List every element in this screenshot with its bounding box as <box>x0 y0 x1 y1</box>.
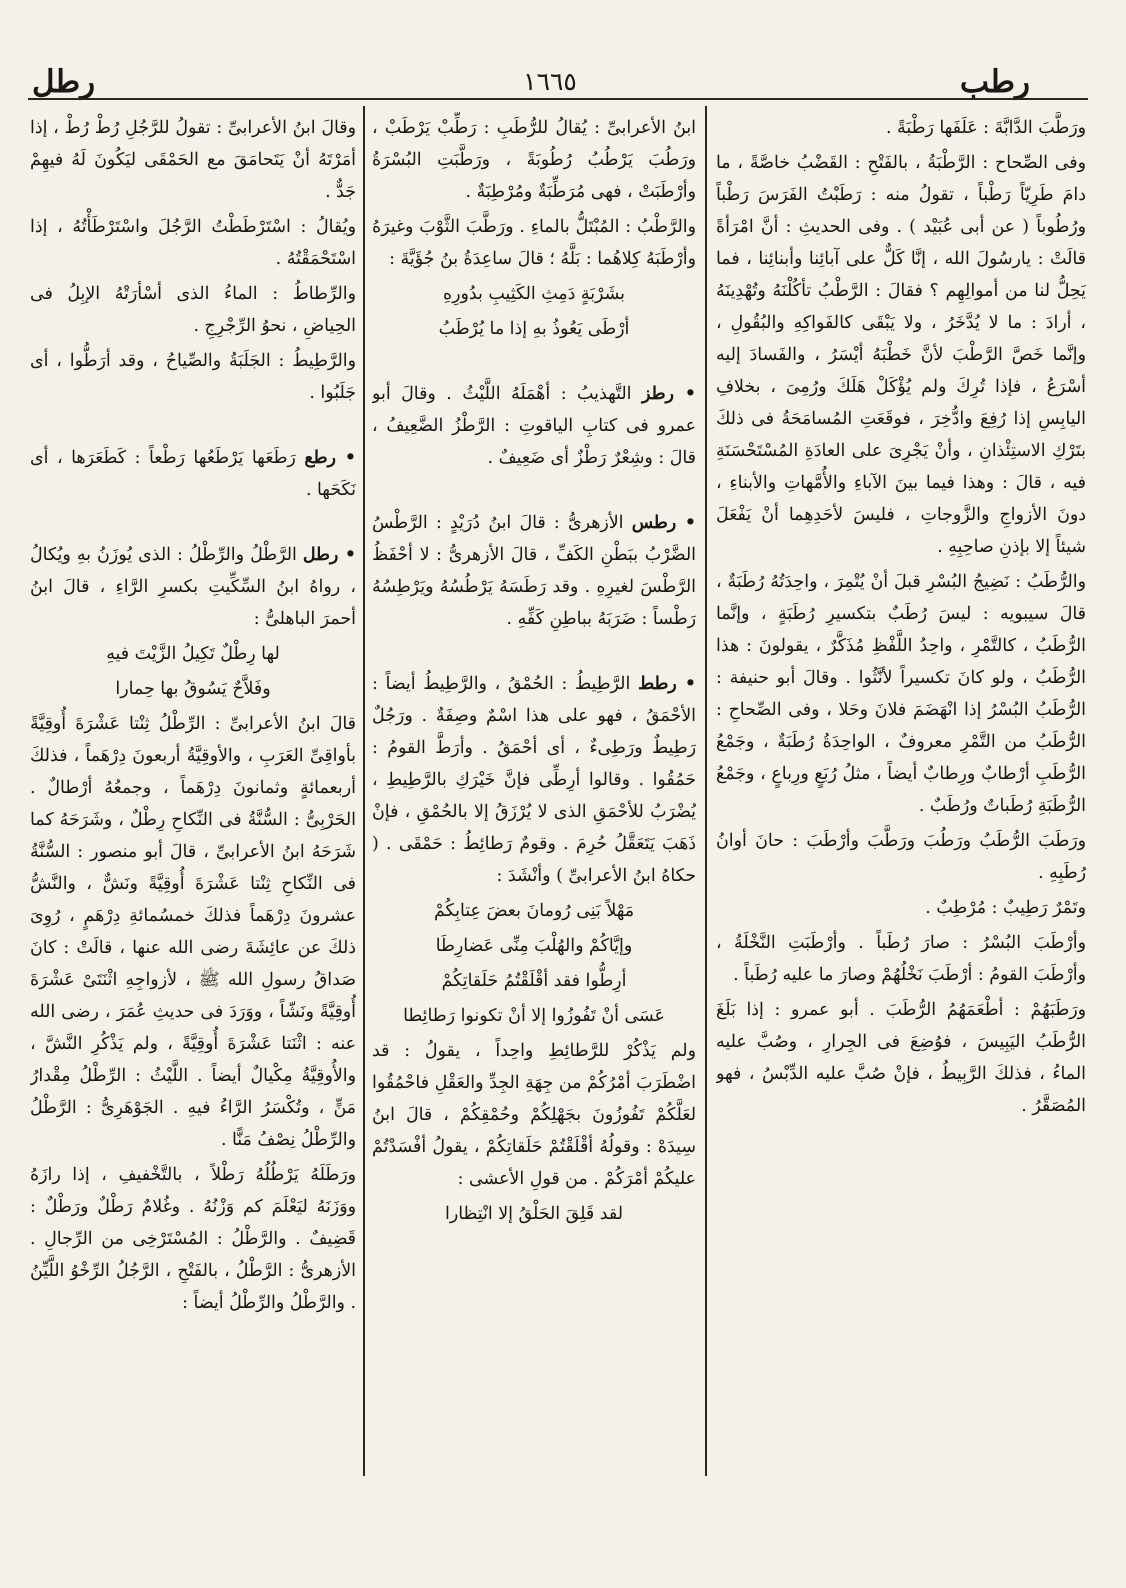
entry-headword: • رطز <box>642 384 696 404</box>
entry-text: الرَّطْلُ والرِّطْلُ : الذى يُوزَنُ بهِ ويُكالُ ، رواهُ ابنُ السِّكِّيتِ بكسرِ الرَّاءِ ، قالَ ابنُ أحمرَ الباهلىُّ : <box>30 545 356 629</box>
column-divider-right <box>705 106 707 1476</box>
entry-text: رَطَعَها يَرْطَعُها رَطْعاً : كَطَعَرَها ، أى نَكَحَها . <box>30 448 356 500</box>
entry-ratl <box>30 539 356 635</box>
paragraph: ويُقالُ : اسْتَرْطَطْتُ الرَّجُلَ واسْتَرْطَأْتُهُ ، إذا اسْتَحْمَقْتُهُ . <box>30 217 356 269</box>
paragraph: ورَطَبَهُمْ : أطْعَمَهُمُ الرُّطَبَ . أبو عمرو : إذا بَلَغَ الرُّطَبُ اليَبِيسَ ، فوُضِعَ فى الجِرارِ ، وصُبَّ عليه الماءُ ، فذلكَ الرَّبِيطُ ، فإنْ صُبَّ عليه الدِّبْسُ ، فهو المُصَقَّرُ . <box>716 1000 1086 1116</box>
verse-line: مَهْلاً بَنِى رُومانَ بعضَ عِتابِكُمْ <box>433 901 635 921</box>
verse-line: وفَلاَّحٌ يَسُوقُ بها حِمارا <box>115 679 271 699</box>
verse-line: لها رِطْلٌ تَكِيلُ الزَّيْتَ فيهِ <box>106 644 280 664</box>
running-head-right: رطب <box>959 64 1030 100</box>
paragraph: ورَطَبَ الرُّطَبُ ورَطُبَ ورَطَّبَ وأرْطَبَ : حانَ أوانُ رُطَبِهِ . <box>716 831 1086 883</box>
entry-headword: • رطل <box>302 545 356 565</box>
page-header <box>0 60 1126 110</box>
paragraph: والرَّطْبُ : المُبْتَلُّ بالماءِ . ورَطَّبَ الثَّوْبَ وغيرَهُ وأرْطَبَهُ كِلاهُما : بَلَّهُ ؛ قالَ ساعِدَةُ بنُ جُؤَيَّةَ : <box>372 217 696 269</box>
entry-text: الرَّطِيطُ : الحُمْقُ ، والرَّطِيطُ أيضاً : الأحْمَقُ ، فهو على هذا اسْمٌ وصِفَةٌ . ورَجُلٌ رَطِيطٌ ورَطِىءٌ ، أى أحْمَقُ . وأرَطَّ القومُ : حَمُقُوا . وقالوا أرِطِّى فإنَّ خَيْرَكِ بالرَّطِيطِ ، يُضْرَبُ للأحْمَقِ الذى لا يُرْزَقُ إلا بالحُمْقِ ، فإنْ ذَهَبَ يَتَعَقَّلُ حُرِمَ . وقومٌ رَطائِطُ : حَمْقَى . ( حكاهُ ابنُ الأعرابىِّ ) وأنْشَدَ : <box>372 674 696 886</box>
column-divider-left <box>363 106 365 1476</box>
paragraph: وتَمْرٌ رَطِيبٌ : مُرْطِبٌ . <box>925 898 1086 918</box>
entry-headword: • رطع <box>304 448 356 468</box>
verse-line: أرْطَى يَعُوذُ بهِ إذا ما يُرْطَبُ <box>438 319 630 339</box>
entry-ratz <box>372 378 696 474</box>
paragraph: ولم يَذْكُرْ للرَّطائِطِ واحِداً ، يقولُ : قد اضْطَرَبَ أمْرُكُمْ من جِهَةِ الجِدِّ والعَقْلِ فاحْمُقُوا لعَلَّكُمْ تَفُوزُونَ بجَهْلِكُمْ وحُمْقِكُمْ ، قالَ ابنُ سِيدَهْ : وقولُهُ أقْلَقْتُمْ حَلَقاتِكُمْ ، يقولُ أفْسَدْتُمْ عليكُمْ أمْرَكُمْ . من قولِ الأعشى : <box>372 1041 696 1189</box>
entry-ratt <box>372 668 696 892</box>
column-middle <box>372 112 696 1482</box>
paragraph: وقالَ ابنُ الأعرابىِّ : تقولُ للرَّجُلِ رُطْ رُطْ ، إذا أمَرْتَهُ أنْ يَتَحامَقَ مع الحَمْقَى ليَكُونَ لَهُ فيهِمْ جَدٌّ . <box>30 118 356 202</box>
paragraph: ورَطَلَهُ يَرْطُلُهُ رَطْلاً ، بالتَّخْفيفِ ، إذا رازَهُ ووَزَنَهُ ليَعْلَمَ كم وَزْنُهُ . وغُلامٌ رَطْلٌ ورَطْلٌ : قَضِيفٌ . والرَّطْلُ : المُسْتَرْخِى من الرِّجالِ . الأزهرىُّ : الرَّطْلُ ، بالفَتْحِ ، الرَّجُلُ الرِّخْوُ اللَّيِّنُ . والرَّطْلُ والرِّطْلُ أيضاً : <box>30 1165 356 1313</box>
entry-headword: • رطس <box>631 513 696 533</box>
paragraph: قالَ ابنُ الأعرابىِّ : الرِّطْلُ ثِنْتا عَشْرَةَ أُوقِيَّةً بأواقِىِّ العَرَبِ ، والأوقِيَّةُ أربعونَ دِرْهَماً ، فذلكَ أربعمائةٍ وثمانونَ دِرْهَماً ، وجمعُهُ أرْطالٌ . الحَرْبِىُّ : السُّنَّةُ فى النِّكاحِ رِطْلٌ ، وشَرَحَهُ كما شَرَحَهُ ابنُ الأعرابىِّ ، قالَ أبو منصور : السُّنَّةُ فى النِّكاحِ ثِنْتا عَشْرَةَ أُوقِيَّةً ونَشٌّ ، والنَّشُّ عشرونَ دِرْهَماً فذلكَ خمسُمائةِ دِرْهَمٍ ، رُوِىَ ذلكَ عن عائِشَةَ رضى الله عنها ، قالَتْ : كانَ صَداقُ رسولِ الله ﷺ ، لأزواجِهِ اثْنَتَىْ عَشْرَةَ أُوقِيَّةً ونَشّاً ، ووَرَدَ فى حديثِ عُمَرَ ، رضى الله عنه : اثْنَتا عَشْرَةَ أُوقِيَّةً ، ولم يَذْكُرِ النَّشَّ ، والأُوقِيَّةُ مِكْيالٌ أيضاً . اللَّيْثُ : الرِّطْلُ مِقْدارُ مَنٍّ ، وتُكْسَرُ الرَّاءُ فيهِ . الجَوْهَرِىُّ : الرَّطْلُ والرِّطْلُ نِصْفُ مَنًّا . <box>30 714 356 1150</box>
page-number: ١٦٦٥ <box>523 67 577 96</box>
verse-line: وإيَّاكُمْ والهُلْبَ مِنِّى عَضارِطَا <box>435 936 633 956</box>
entry-rats <box>372 507 696 635</box>
column-right <box>716 112 1086 1482</box>
paragraph: ورَطَّبَ الدَّابَّةَ : عَلَفَها رَطْبَةً . <box>885 118 1086 138</box>
entry-text: التَّهذيبُ : أهْمَلَهُ اللَّيْثُ . وقالَ أبو عمرو فى كتابِ الياقوتِ : الرَّطْزُ الضَّعِيفُ ، قالَ : وشِعْرٌ رَطْزٌ أى ضَعِيفٌ . <box>372 384 696 468</box>
paragraph: ابنُ الأعرابىِّ : يُقالُ للرُّطَبِ : رَطِّبْ يَرْطَبْ ، ورَطُبَ يَرْطُبُ رُطُوبَةً ، ورَطَّبَتِ البُسْرَةُ وأرْطَبَتْ ، فهى مُرَطِّبَةٌ ومُرْطِبَةٌ . <box>372 118 696 202</box>
verse-line: أرِطُّوا فقد أقْلَقْتُمُ حَلَقاتِكُمْ <box>441 971 627 991</box>
paragraph: وفى الصِّحاح : الرَّطْبَةُ ، بالفَتْحِ : القَضْبُ خاصَّةً ، ما دامَ طَرِيّاً رَطْباً ، تقولُ منه : رَطَبْتُ الفَرَسَ رَطْباً ورُطُوباً ( عن أبى عُبَيْد ) . وفى الحديثِ : أنَّ امْرَأةً قالَتْ : يارسُولَ الله ، إنَّا كَلٌّ على آبائِنا وأبنائِنا ، فما يَحِلُّ لنا من أموالِهِم ؟ فقالَ : الرَّطْبُ تأكُلْنَهُ وتُهْدِينَهُ ، أرادَ : ما لا يُدَّخَرُ ، ولا يَبْقَى كالفَواكِهِ والبُقُولِ ، وإنَّما خَصَّ الرَّطْبَ لأنَّ خَطْبَهُ أيْسَرُ ، والفَسادَ إليه أسْرَعُ ، فإذا تُرِكَ ولم يُؤْكَلْ هَلَكَ ورُمِىَ ، بخلافِ اليابِسِ إذا رُفِعَ وادُّخِرَ ، فوقَعَتِ المُسامَحَةُ فى ذلكَ بتَرْكِ الاستِئْذانِ ، وأنْ يَجْرِىَ على العادَةِ المُسْتَحْسَنَةِ فيه ، قالَ : وهذا فيما بينَ الآباءِ والأُمَّهاتِ والأبناءِ ، دونَ الأزواجِ والزَّوجاتِ ، فليسَ لأحَدِهِما أنْ يَفْعَلَ شيئاً إلا بإذنِ صاحِبِهِ . <box>716 153 1086 557</box>
header-rule <box>28 98 1088 100</box>
paragraph: والرُّطَبُ : نَضِيجُ البُسْرِ قبلَ أنْ يُتْمِرَ ، واحِدَتُهُ رُطَبَةٌ ، قالَ سيبويه : ليسَ رُطَبٌ بتكسيرِ رُطَبَةٍ ، وإنَّما الرُّطَبُ ، كالتَّمْرِ ، واحِدُ اللَّفْظِ مُذَكَّرٌ ، يقولونَ : هذا الرُّطَبُ ، ولو كانَ تكسيراً لأنَّثُوا . وقالَ أبو حنيفة : الرُّطَبُ البُسْرُ إذا انْهَضَمَ فلانَ وحَلا ، وفى الصِّحاحِ : الرُّطَبُ من التَّمْرِ معروفٌ ، الواحِدَةُ رُطَبَةٌ ، وجَمْعُ الرُّطَبِ أرْطابٌ ورِطابٌ أيضاً ، مثلُ رُبَعٍ ورِباعٍ ، وجَمْعُ الرُّطَبَةِ رُطَباتٌ ورُطَبٌ . <box>716 572 1086 816</box>
paragraph: والرَّطِيطُ : الجَلَبَةُ والصِّياحُ ، وقد أرَطُّوا ، أى جَلَبُوا . <box>30 351 356 403</box>
entry-headword: • رطط <box>637 674 696 694</box>
running-head-left: رطل <box>32 64 96 100</box>
paragraph: والرِّطاطُ : الماءُ الذى أسْأرَتْهُ الإبِلُ فى الحِياضِ ، نحوُ الرِّجْرِجِ . <box>30 284 356 336</box>
column-left <box>30 112 356 1482</box>
entry-rata <box>30 442 356 506</box>
verse-line: بشَرْبَةٍ دَمِثِ الكَثِيبِ بدُورِهِ <box>442 284 626 304</box>
paragraph: وأرْطَبَ البُسْرُ : صارَ رُطَباً . وأرْطَبَتِ النَّخْلَةُ ، وأرْطَبَ القومُ : أرْطَبَ نَخْلُهُمْ وصارَ ما عليه رُطَباً . <box>716 933 1086 985</box>
verse-line: عَسَى أنْ تَفُوزُوا إلا أنْ تكونوا رَطائِطا <box>403 1006 665 1026</box>
entry-text: الأزهرىُّ : قالَ ابنُ دُرَيْدٍ : الرَّطْسُ الضَّرْبُ ببَطْنِ الكَفِّ ، قالَ الأزهرىُّ : لا أحْفَظُ الرَّطْسَ لغيرِهِ . وقد رَطَسَهُ يَرْطُسُهُ ويَرْطِسُهُ رَطْساً : ضَرَبَهُ بباطِنِ كَفِّهِ . <box>372 513 696 629</box>
verse-line: لقد قَلِقَ الحَلْقُ إلا انْتِظارا <box>445 1204 623 1224</box>
